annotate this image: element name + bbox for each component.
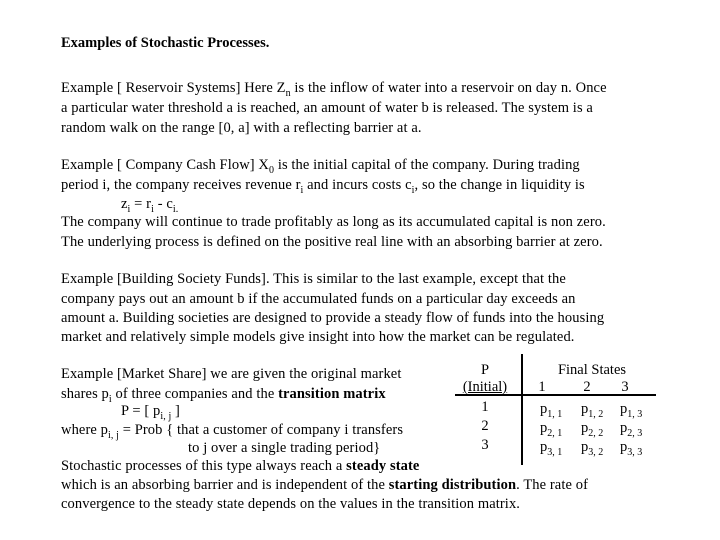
building-line-2: company pays out an amount b if the accumulated funds on a particular day exceeds an [61, 291, 576, 307]
text: period i, the company receives revenue r [61, 177, 301, 193]
column-header: 2 [583, 379, 591, 395]
text: Stochastic processes of this type always reach a [61, 458, 347, 474]
market-line-1: Example [Market Share] we are given the original market [61, 366, 402, 382]
matrix-cell [620, 439, 642, 456]
bold-term: starting distribution [388, 477, 517, 493]
text: and incurs costs c [303, 177, 412, 193]
text: = r [130, 196, 152, 212]
building-line-1: Example [Building Society Funds]. This is similar to the last example, except that the [61, 271, 566, 287]
row-header-bottom: (Initial) [462, 379, 508, 395]
subscript: n [285, 88, 291, 99]
subscript: 1, 2 [588, 409, 604, 420]
text: is the inflow of water into a reservoir on day n. Once [290, 80, 607, 96]
market-line-4 [61, 422, 403, 439]
cashflow-line-4: The company will continue to trade profitably as long as its accumulated capital is non zero. [61, 214, 606, 230]
text: z [121, 196, 128, 212]
subscript: 2, 2 [588, 428, 604, 439]
text: . The rate of [516, 477, 589, 493]
text: shares p [61, 386, 109, 402]
subscript: 2, 1 [547, 428, 563, 439]
market-line-5: to j over a single trading period} [188, 440, 381, 456]
text: p [620, 401, 628, 417]
text: which is an absorbing barrier and is independent of the [61, 477, 389, 493]
text: where p [61, 422, 108, 438]
subscript: 2, 3 [627, 428, 643, 439]
matrix-cell [581, 439, 603, 456]
subscript: i [108, 394, 112, 405]
subscript: i, j [160, 411, 172, 422]
row-label: 3 [481, 437, 489, 453]
text: - c [153, 196, 173, 212]
matrix-cell [620, 420, 642, 437]
matrix-cell [540, 401, 562, 418]
text: , so the change in liquidity is [414, 177, 585, 193]
row-label: 1 [481, 399, 489, 415]
bold-term: transition matrix [278, 386, 386, 402]
subscript: i [127, 204, 131, 215]
cashflow-equation [121, 196, 178, 213]
subscript: 1, 1 [547, 409, 563, 420]
matrix-cell [581, 401, 603, 418]
text: p [540, 401, 548, 417]
text: = Prob { that a customer of company i transfers [118, 422, 404, 438]
column-group-header: Final States [557, 362, 627, 378]
text: p [581, 401, 589, 417]
market-line-8: convergence to the steady state depends on the values in the transition matrix. [61, 496, 521, 512]
matrix-cell [581, 420, 603, 437]
cashflow-line-2 [61, 177, 585, 194]
text: ] [171, 403, 180, 419]
subscript: 3, 1 [547, 447, 563, 458]
market-line-3 [121, 403, 180, 420]
cashflow-line-1 [61, 157, 580, 174]
subscript: i, j [108, 430, 119, 441]
market-line-2 [61, 386, 386, 403]
reservoir-line-3: random walk on the range [0, a] with a reflecting barrier at a. [61, 120, 422, 136]
text: p [540, 439, 548, 455]
market-line-6 [61, 458, 419, 475]
reservoir-line-1 [61, 80, 607, 97]
text: P = [ p [121, 403, 161, 419]
building-line-3: amount a. Building societies are designed to provide a steady flow of funds into the housing [61, 310, 605, 326]
row-header-top: P [480, 362, 490, 378]
reservoir-line-2: a particular water threshold a is reached, an amount of water b is released. The system is a [61, 100, 593, 116]
cashflow-line-5: The underlying process is defined on the positive real line with an absorbing barrier at zero. [61, 234, 603, 250]
matrix-cell [540, 439, 562, 456]
subscript: 0 [269, 165, 275, 176]
matrix-cell [540, 420, 562, 437]
subscript: i [151, 204, 154, 215]
text: p [620, 439, 628, 455]
text: p [540, 420, 548, 436]
column-header: 3 [621, 379, 629, 395]
text: p [620, 420, 628, 436]
text: Example [ Company Cash Flow] X [61, 157, 269, 173]
row-label: 2 [481, 418, 489, 434]
subscript: 3, 3 [627, 447, 643, 458]
matrix-cell [620, 401, 642, 418]
table-vertical-rule [521, 354, 523, 465]
subscript: i [411, 185, 415, 196]
bold-term: steady state [346, 458, 420, 474]
text: Example [ Reservoir Systems] Here Z [61, 80, 286, 96]
text: p [581, 439, 589, 455]
subscript: 1, 3 [627, 409, 643, 420]
subscript: i [300, 185, 304, 196]
building-line-4: market and relatively simple models give insight into how the market can be regulated. [61, 329, 575, 345]
text: p [581, 420, 589, 436]
text: of three companies and the [111, 386, 279, 402]
column-header: 1 [538, 379, 546, 395]
text: is the initial capital of the company. During trading [274, 157, 580, 173]
market-line-7 [61, 477, 588, 494]
subscript: 3, 2 [588, 447, 604, 458]
page-title: Examples of Stochastic Processes. [61, 35, 270, 51]
subscript: i. [172, 204, 179, 215]
